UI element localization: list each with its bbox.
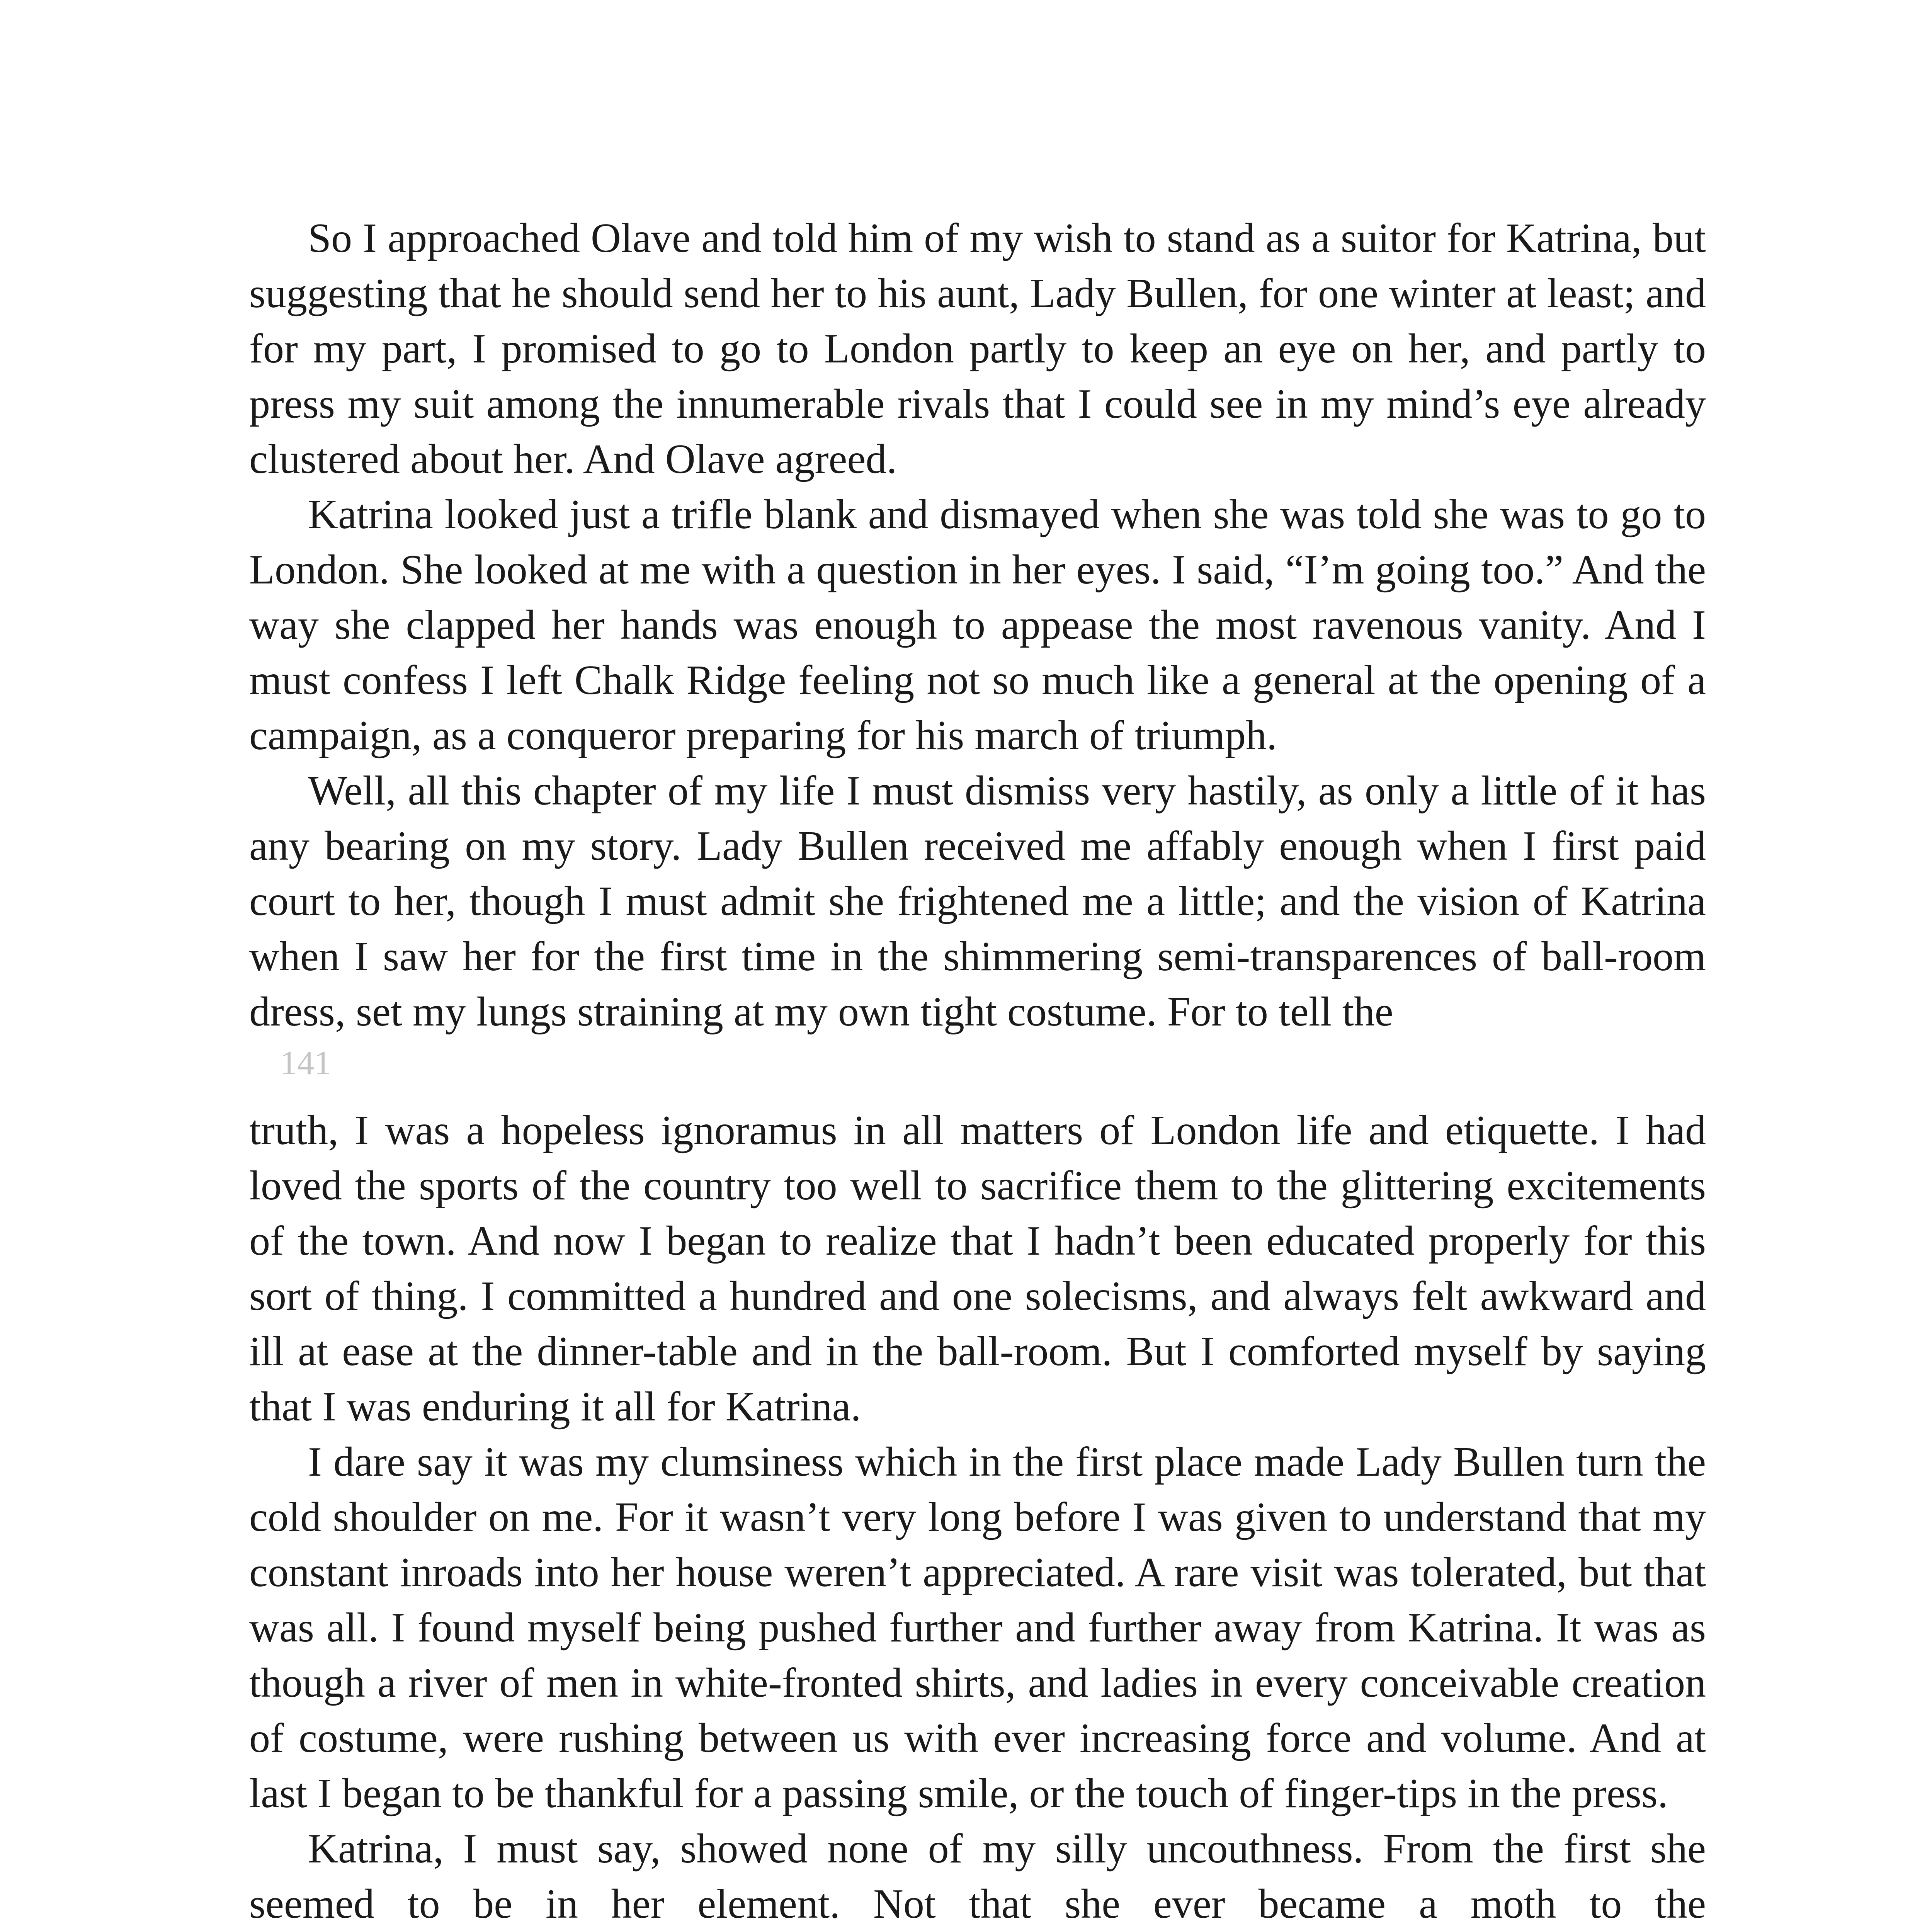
page-number: 141 [280,1044,331,1082]
paragraph-2: Katrina looked just a trifle blank and dismayed when she was told she was to go to London. She looked at me with a question in her eyes. I said, “I’m going too.” And the way she clapped her hands was enough to appease the most ravenous vanity. And I must confess I left Chalk Ridge feeling not so much like a general at the opening of a campaign, as a conqueror preparing for his march of triumph. [249,492,1706,759]
book-page [249,211,1706,1932]
paragraph-1: So I approached Olave and told him of my wish to stand as a suitor for Katrina, but suggesting that he should send her to his aunt, Lady Bullen, for one winter at least; and for my part, I promised to go to London partly to keep an eye on her, and partly to press my suit among the innumerable rivals that I could see in my mind’s eye already clustered about her. And Olave agreed. [249,215,1706,482]
paragraph-4: truth, I was a hopeless ignoramus in all matters of London life and etiquette. I had loved the sports of the country too well to sacrifice them to the glittering excitements of the town. And now I began to realize that I hadn’t been educated properly for this sort of thing. I committed a hundred and one solecisms, and always felt awkward and ill at ease at the dinner-table and in the ball-room. But I comforted myself by saying that I was enduring it all for Katrina. [249,1107,1706,1430]
paragraph-6: Katrina, I must say, showed none of my silly uncouthness. From the first she seemed to be in her element. Not that she ever became a moth to the [249,1826,1706,1927]
paragraph-5: I dare say it was my clumsiness which in the first place made Lady Bullen turn the cold shoulder on me. For it wasn’t very long before I was given to understand that my constant inroads into her house weren’t appreciated. A rare visit was tolerated, but that was all. I found myself being pushed further and further away from Katrina. It was as though a river of men in white-fronted shirts, and ladies in every conceivable creation of costume, were rushing between us with ever increasing force and volume. And at last I began to be thankful for a passing smile, or the touch of finger-tips in the press. [249,1439,1706,1816]
paragraph-3: Well, all this chapter of my life I must dismiss very hastily, as only a little of it has any bearing on my story. Lady Bullen received me affably enough when I first paid court to her, though I must admit she frightened me a little; and the vision of Katrina when I saw her for the first time in the shimmering semi-transparences of ball-room dress, set my lungs straining at my own tight costume. For to tell the [249,768,1706,1035]
